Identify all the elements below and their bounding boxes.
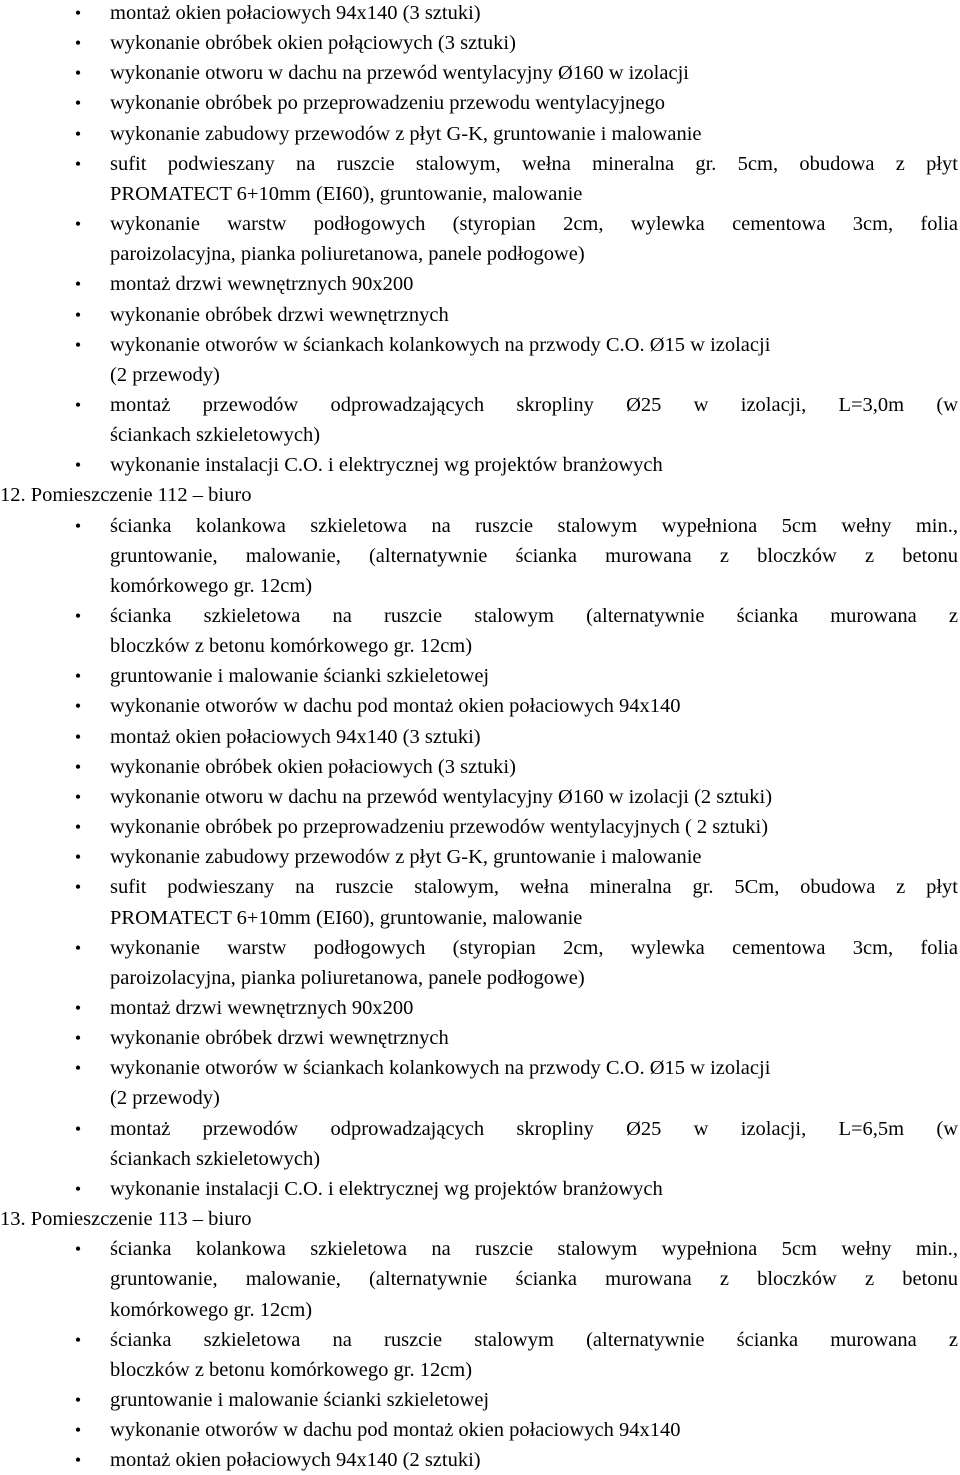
bullet-icon: • [74,1420,82,1440]
bullet-icon: • [74,847,82,868]
list-item-text: (2 przewody) [110,363,220,386]
list-item-text: gruntowanie i malowanie ścianki szkieletowej [110,665,490,688]
list-item-text: PROMATECT 6+10mm (EI60), gruntowanie, malowanie [110,182,583,205]
bullet-icon: • [74,786,82,807]
bullet-icon: • [74,726,82,747]
list-item-text: montaż okien połaciowych 94x140 (2 sztuki) [110,1449,481,1472]
bullet-icon: • [74,515,82,536]
list-item-text: wykonanie obróbek drzwi wewnętrznych [110,303,449,326]
list-item-text: wykonanie zabudowy przewodów z płyt G-K, gruntowanie i malowanie [110,846,702,869]
list-item-text: wykonanie otworów w ściankach kolankowych na przwody C.O. Ø15 w izolacji [110,333,771,356]
list-item-text: wykonanie otworów w dachu pod montaż okien połaciowych 94x140 [110,695,681,718]
bullet-icon: • [74,696,82,717]
bullet-icon: • [74,123,82,144]
list-item-text: wykonanie obróbek po przeprowadzeniu przewodów wentylacyjnych ( 2 sztuki) [110,816,769,838]
list-item-text: sufit podwieszany na ruszcie stalowym, wełna mineralna gr. 5cm, obudowa z płyt [110,152,958,175]
list-item-text: montaż drzwi wewnętrznych 90x200 [110,996,414,1019]
list-item-text: sufit podwieszany na ruszcie stalowym, wełna mineralna gr. 5Cm, obudowa z płyt [110,876,958,899]
list-item-text: ścianka kolankowa szkieletowa na ruszcie stalowym wypełniona 5cm wełny min., [110,1238,958,1261]
list-item-text: wykonanie instalacji C.O. i elektrycznej wg projektów branżowych [110,454,663,477]
bullet-icon: • [74,3,82,23]
list-item-text: gruntowanie i malowanie ścianki szkieletowej [110,1388,490,1411]
list-item-text: wykonanie zabudowy przewodów z płyt G-K, gruntowanie i malowanie [110,122,702,145]
list-item-text: komórkowego gr. 12cm) [110,1298,313,1321]
list-item-text: ścianka szkieletowa na ruszcie stalowym (alternatywnie ścianka murowana z [110,605,958,627]
list-item-text: wykonanie obróbek okien połąciowych (3 sztuki) [110,32,516,55]
bullet-icon: • [74,666,82,687]
bullet-icon: • [74,304,82,325]
section-heading-text: 13. Pomieszczenie 113 – biuro [0,1208,252,1230]
list-item-text: montaż drzwi wewnętrznych 90x200 [110,273,414,296]
bullet-icon: • [74,997,82,1018]
list-item-text: montaż okien połaciowych 94x140 (3 sztuki) [110,725,481,748]
bullet-icon: • [74,1118,82,1139]
list-item-text: ścianka szkieletowa na ruszcie stalowym (alternatywnie ścianka murowana z [110,1328,958,1351]
bullet-icon: • [74,1329,82,1350]
list-item-text: ściankach szkieletowych) [110,1147,321,1170]
list-item-text: wykonanie otworów w ściankach kolankowych na przwody C.O. Ø15 w izolacji [110,1057,771,1080]
list-item-text: montaż okien połaciowych 94x140 (3 sztuki) [110,2,481,24]
list-item-text: PROMATECT 6+10mm (EI60), gruntowanie, malowanie [110,906,583,929]
list-item-text: montaż przewodów odprowadzających skropliny Ø25 w izolacji, L=3,0m (w [110,393,958,416]
bullet-icon: • [74,1450,82,1471]
list-item-text: paroizolacyjna, pianka poliuretanowa, panele podłogowe) [110,966,585,989]
bullet-icon: • [74,33,82,54]
bullet-icon: • [74,214,82,234]
list-item-text: montaż przewodów odprowadzających skropliny Ø25 w izolacji, L=6,5m (w [110,1117,958,1140]
bullet-icon: • [74,606,82,626]
list-item-text: ściankach szkieletowych) [110,424,321,447]
list-item-text: bloczków z betonu komórkowego gr. 12cm) [110,1358,473,1381]
list-item-text: bloczków z betonu komórkowego gr. 12cm) [110,635,473,658]
list-item-text: wykonanie otworu w dachu na przewód wentylacyjny Ø160 w izolacji [110,62,689,85]
section-heading-text: 12. Pomieszczenie 112 – biuro [0,484,252,507]
list-item-text: wykonanie obróbek drzwi wewnętrznych [110,1027,449,1050]
list-item-text: komórkowego gr. 12cm) [110,574,313,597]
bullet-icon: • [74,1028,82,1049]
bullet-icon: • [74,1239,82,1260]
bullet-icon: • [74,817,82,837]
bullet-icon: • [74,877,82,898]
list-item-text: wykonanie instalacji C.O. i elektrycznej wg projektów branżowych [110,1177,663,1200]
bullet-icon: • [74,937,82,958]
bullet-icon: • [74,394,82,415]
bullet-icon: • [74,274,82,295]
list-item-text: wykonanie obróbek po przeprowadzeniu przewodu wentylacyjnego [110,92,666,115]
bullet-icon: • [74,63,82,84]
list-item-text: wykonanie warstw podłogowych (styropian 2cm, wylewka cementowa 3cm, folia [110,213,958,235]
list-item-text: wykonanie otworu w dachu na przewód wentylacyjny Ø160 w izolacji (2 sztuki) [110,785,773,808]
list-item-text: (2 przewody) [110,1087,220,1110]
bullet-icon: • [74,153,82,174]
bullet-icon: • [74,1389,82,1410]
list-item-text: gruntowanie, malowanie, (alternatywnie ścianka murowana z bloczków z betonu [110,1268,958,1291]
list-item-text: wykonanie obróbek okien połaciowych (3 sztuki) [110,755,516,778]
list-item-text: gruntowanie, malowanie, (alternatywnie ścianka murowana z bloczków z betonu [110,544,958,567]
list-item-text: wykonanie otworów w dachu pod montaż okien połaciowych 94x140 [110,1419,681,1441]
bullet-icon: • [74,93,82,114]
bullet-icon: • [74,756,82,777]
bullet-icon: • [74,455,82,476]
bullet-icon: • [74,1058,82,1079]
bullet-icon: • [74,334,82,355]
list-item-text: wykonanie warstw podłogowych (styropian 2cm, wylewka cementowa 3cm, folia [110,936,958,959]
bullet-icon: • [74,1178,82,1199]
list-item-text: ścianka kolankowa szkieletowa na ruszcie stalowym wypełniona 5cm wełny min., [110,514,958,537]
list-item-text: paroizolacyjna, pianka poliuretanowa, panele podłogowe) [110,243,585,266]
